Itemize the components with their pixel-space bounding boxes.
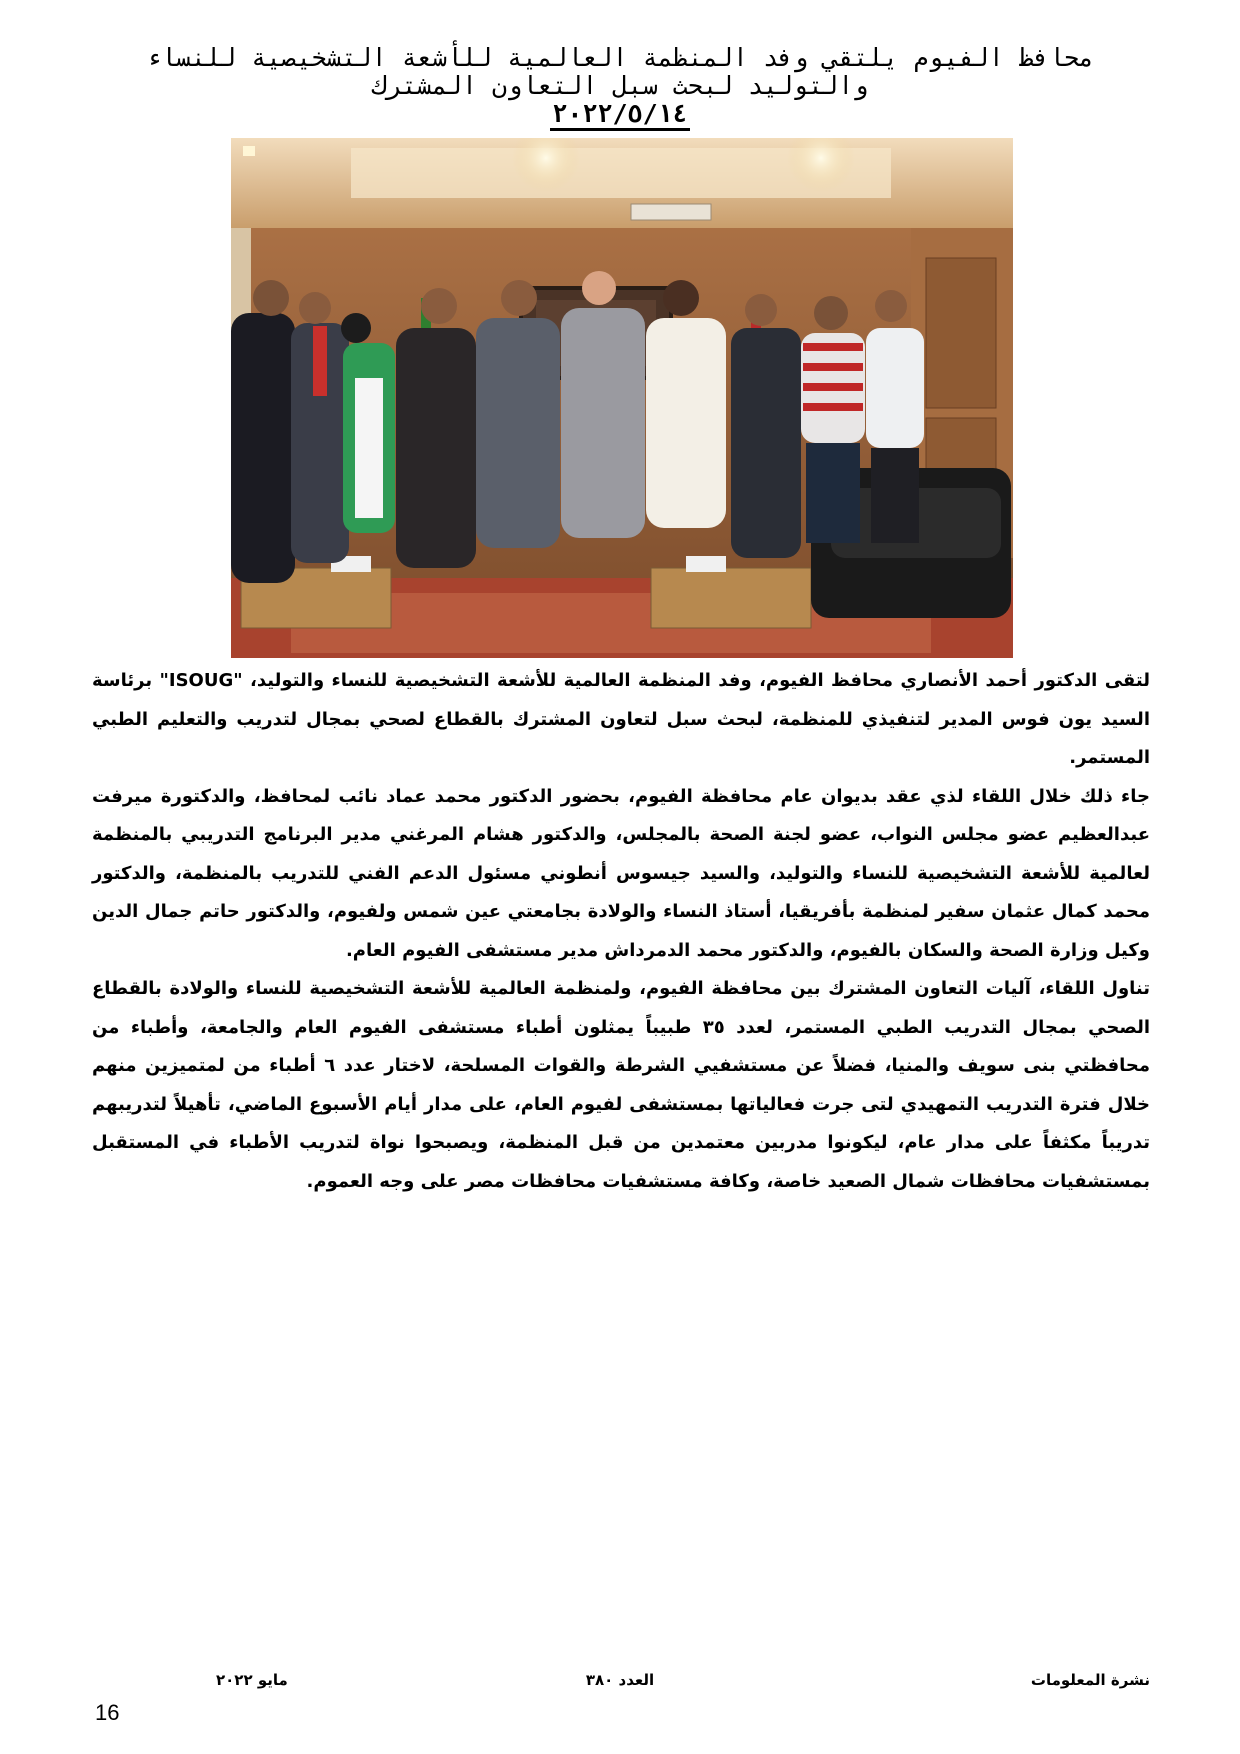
footer-issue: العدد ٣٨٠ (585, 1671, 655, 1689)
article-title (120, 44, 1120, 131)
title-line-1: محافظ الفيوم يلتقي وفد المنظمة العالمية للأشعة التشخيصية للنساء (145, 43, 1095, 72)
article-paragraph-2: جاء ذلك خلال اللقاء لذي عقد بديوان عام محافظة الفيوم، بحضور الدكتور محمد عماد نائب لمحافظ، والدكتورة ميرفت عبدالعظيم عضو مجلس النواب، عضو لجنة الصحة بالمجلس، والدكتور هشام المرغني مدير البرنامج التدريبي بالمنظمة لعالمية للأشعة التشخيصية للنساء والتوليد، والسيد جيسوس أنطوني مسئول الدعم الفني للتدريب بالمنظمة، والدكتور محمد كمال عثمان سفير لمنظمة بأفريقيا، أستاذ النساء والولادة بجامعتي عين شمس ولفيوم، والدكتور حاتم جمال الدين وكيل وزارة الصحة والسكان بالفيوم، والدكتور محمد الدمرداش مدير مستشفى الفيوم العام. (92, 785, 1150, 961)
title-date: ٢٠٢٢/٥/١٤ (550, 100, 689, 131)
article-paragraph-1: لتقى الدكتور أحمد الأنصاري محافظ الفيوم، وفد المنظمة العالمية للأشعة التشخيصية للنساء والتوليد، "ISOUG" برئاسة السيد يون فوس المدير لتنفيذي للمنظمة، لبحث سبل لتعاون المشترك بالقطاع لصحي بمجال لتدريب والتعليم الطبي المستمر. (92, 670, 1150, 768)
article-body (92, 662, 1150, 1201)
footer-month: مايو ٢٠٢٢ (216, 1671, 288, 1689)
title-line-2: والتوليد لبحث سبل التعاون المشترك (371, 71, 869, 100)
article-paragraph-3: تناول اللقاء، آليات التعاون المشترك بين محافظة الفيوم، ولمنظمة العالمية للأشعة التشخيصية للنساء والولادة بالقطاع الصحي بمجال التدريب الطبي المستمر، لعدد ٣٥ طبيباً يمثلون أطباء مستشفى الفيوم العام والجامعة، وأطباء من محافظتي بنى سويف والمنيا، فضلاً عن مستشفيي الشرطة والقوات المسلحة، لاختار عدد ٦ أطباء من لمتميزين منهم خلال فترة التدريب التمهيدي لتى جرت فعالياتها بمستشفى لفيوم العام، على مدار أيام الأسبوع الماضي، تأهيلاً لتدريبهم تدريباً مكثفاً على مدار عام، ليكونوا مدربين معتمدين من قبل المنظمة، ويصبحوا نواة لتدريب الأطباء في المستقبل بمستشفيات محافظات شمال الصعيد خاصة، وكافة مستشفيات محافظات مصر على وجه العموم. (92, 978, 1151, 1192)
page-number: 16 (95, 1700, 120, 1725)
footer-publication: نشرة المعلومات (1030, 1671, 1150, 1689)
meeting-photo (231, 138, 1013, 658)
